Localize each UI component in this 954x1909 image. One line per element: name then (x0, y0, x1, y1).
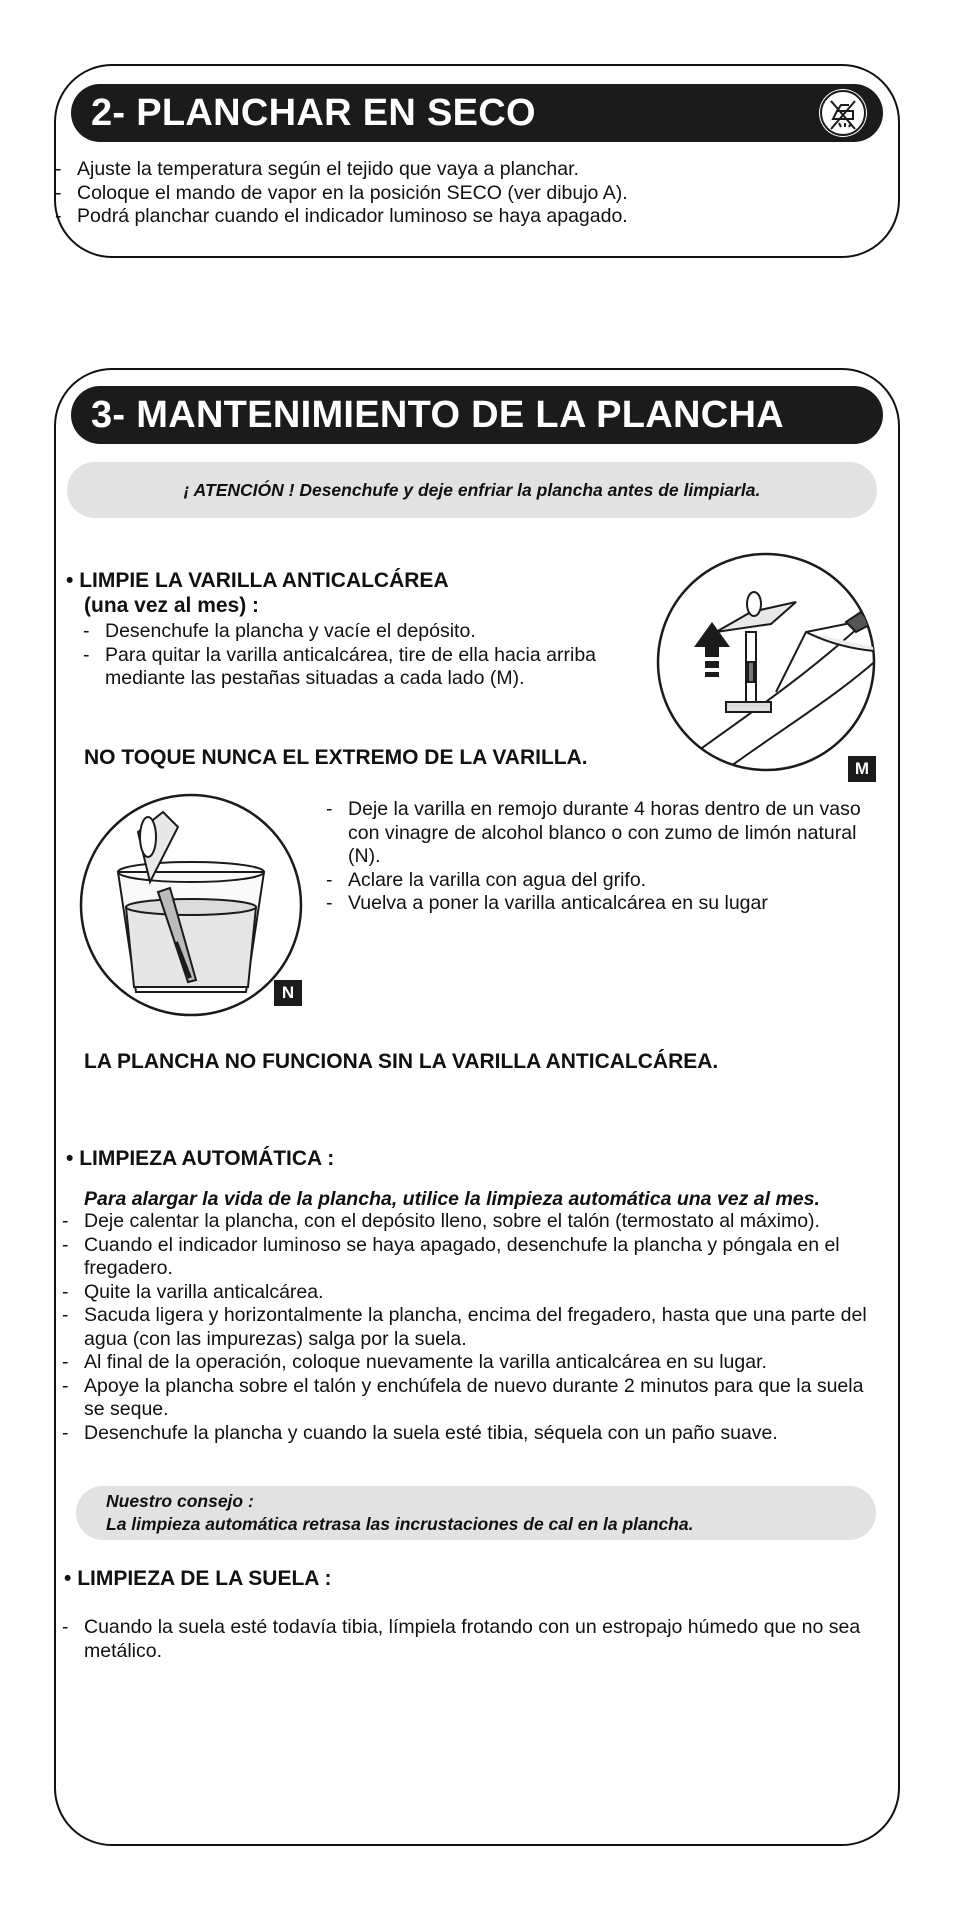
figure-n-soak-rod (78, 792, 304, 1018)
rod-subheading: (una vez al mes) : (84, 594, 260, 617)
list-item: - Cuando la suela esté todavía tibia, límpiela frotando con un estropajo húmedo que no sea metálico. (62, 1616, 884, 1663)
list-item: - Coloque el mando de vapor en la posición SECO (ver dibujo A). (55, 182, 875, 206)
list-item: - Sacuda ligera y horizontalmente la plancha, encima del fregadero, hasta que una parte del agua (con las impurezas) salga por la suela. (62, 1304, 884, 1351)
dry-iron-icon (819, 89, 867, 137)
figure-m-label: M (848, 756, 876, 782)
tip-banner (76, 1486, 876, 1540)
list-item: - Ajuste la temperatura según el tejido que vaya a planchar. (55, 158, 875, 182)
soak-steps (326, 798, 886, 916)
auto-steps (62, 1210, 884, 1445)
list-item: - Para quitar la varilla anticalcárea, tire de ella hacia arriba mediante las pestañas situadas a cada lado (M). (83, 644, 663, 691)
sole-heading-text: LIMPIEZA DE LA SUELA : (77, 1567, 332, 1590)
rod-note: LA PLANCHA NO FUNCIONA SIN LA VARILLA ANTICALCÁREA. (84, 1050, 719, 1073)
auto-heading-text: LIMPIEZA AUTOMÁTICA : (79, 1147, 335, 1170)
figure-n-label: N (274, 980, 302, 1006)
rod-warning: NO TOQUE NUNCA EL EXTREMO DE LA VARILLA. (84, 746, 588, 769)
sole-steps (62, 1616, 884, 1663)
section-title: 2- PLANCHAR EN SECO (91, 91, 536, 134)
list-item: - Deje calentar la plancha, con el depósito lleno, sobre el talón (termostato al máximo). (62, 1210, 884, 1234)
sole-heading: • LIMPIEZA DE LA SUELA : (64, 1567, 332, 1590)
list-item: - Podrá planchar cuando el indicador luminoso se haya apagado. (55, 205, 875, 229)
dry-ironing-steps (55, 158, 875, 229)
section-title-bar (71, 386, 883, 444)
list-item: - Aclare la varilla con agua del grifo. (326, 869, 886, 893)
attention-banner (67, 462, 877, 518)
section-maintenance (54, 368, 900, 1846)
section-title: 3- MANTENIMIENTO DE LA PLANCHA (91, 393, 784, 436)
list-item: - Apoye la plancha sobre el talón y enchúfela de nuevo durante 2 minutos para que la suela se seque. (62, 1375, 884, 1422)
rod-heading-text: LIMPIE LA VARILLA ANTICALCÁREA (79, 569, 449, 592)
auto-heading: • LIMPIEZA AUTOMÁTICA : (66, 1147, 335, 1170)
list-item: - Vuelva a poner la varilla anticalcárea en su lugar (326, 892, 886, 916)
tip-text: La limpieza automática retrasa las incrustaciones de cal en la plancha. (106, 1514, 694, 1534)
list-item: - Quite la varilla anticalcárea. (62, 1281, 884, 1305)
list-item: - Al final de la operación, coloque nuevamente la varilla anticalcárea en su lugar. (62, 1351, 884, 1375)
tip-title: Nuestro consejo : (106, 1491, 254, 1511)
list-item: - Desenchufe la plancha y vacíe el depósito. (83, 620, 663, 644)
attention-text: ¡ ATENCIÓN ! Desenchufe y deje enfriar la plancha antes de limpiarla. (183, 479, 761, 500)
section-title-bar (71, 84, 883, 142)
rod-heading: • LIMPIE LA VARILLA ANTICALCÁREA (una vez al mes) : (66, 568, 626, 618)
auto-intro: Para alargar la vida de la plancha, utilice la limpieza automática una vez al mes. (84, 1188, 820, 1210)
figure-m-remove-rod (656, 552, 882, 778)
rod-steps (83, 620, 663, 691)
section-dry-ironing (54, 64, 900, 258)
list-item: - Cuando el indicador luminoso se haya apagado, desenchufe la plancha y póngala en el fregadero. (62, 1234, 884, 1281)
list-item: - Deje la varilla en remojo durante 4 horas dentro de un vaso con vinagre de alcohol blanco o con zumo de limón natural (N). (326, 798, 886, 869)
list-item: - Desenchufe la plancha y cuando la suela esté tibia, séquela con un paño suave. (62, 1422, 884, 1446)
